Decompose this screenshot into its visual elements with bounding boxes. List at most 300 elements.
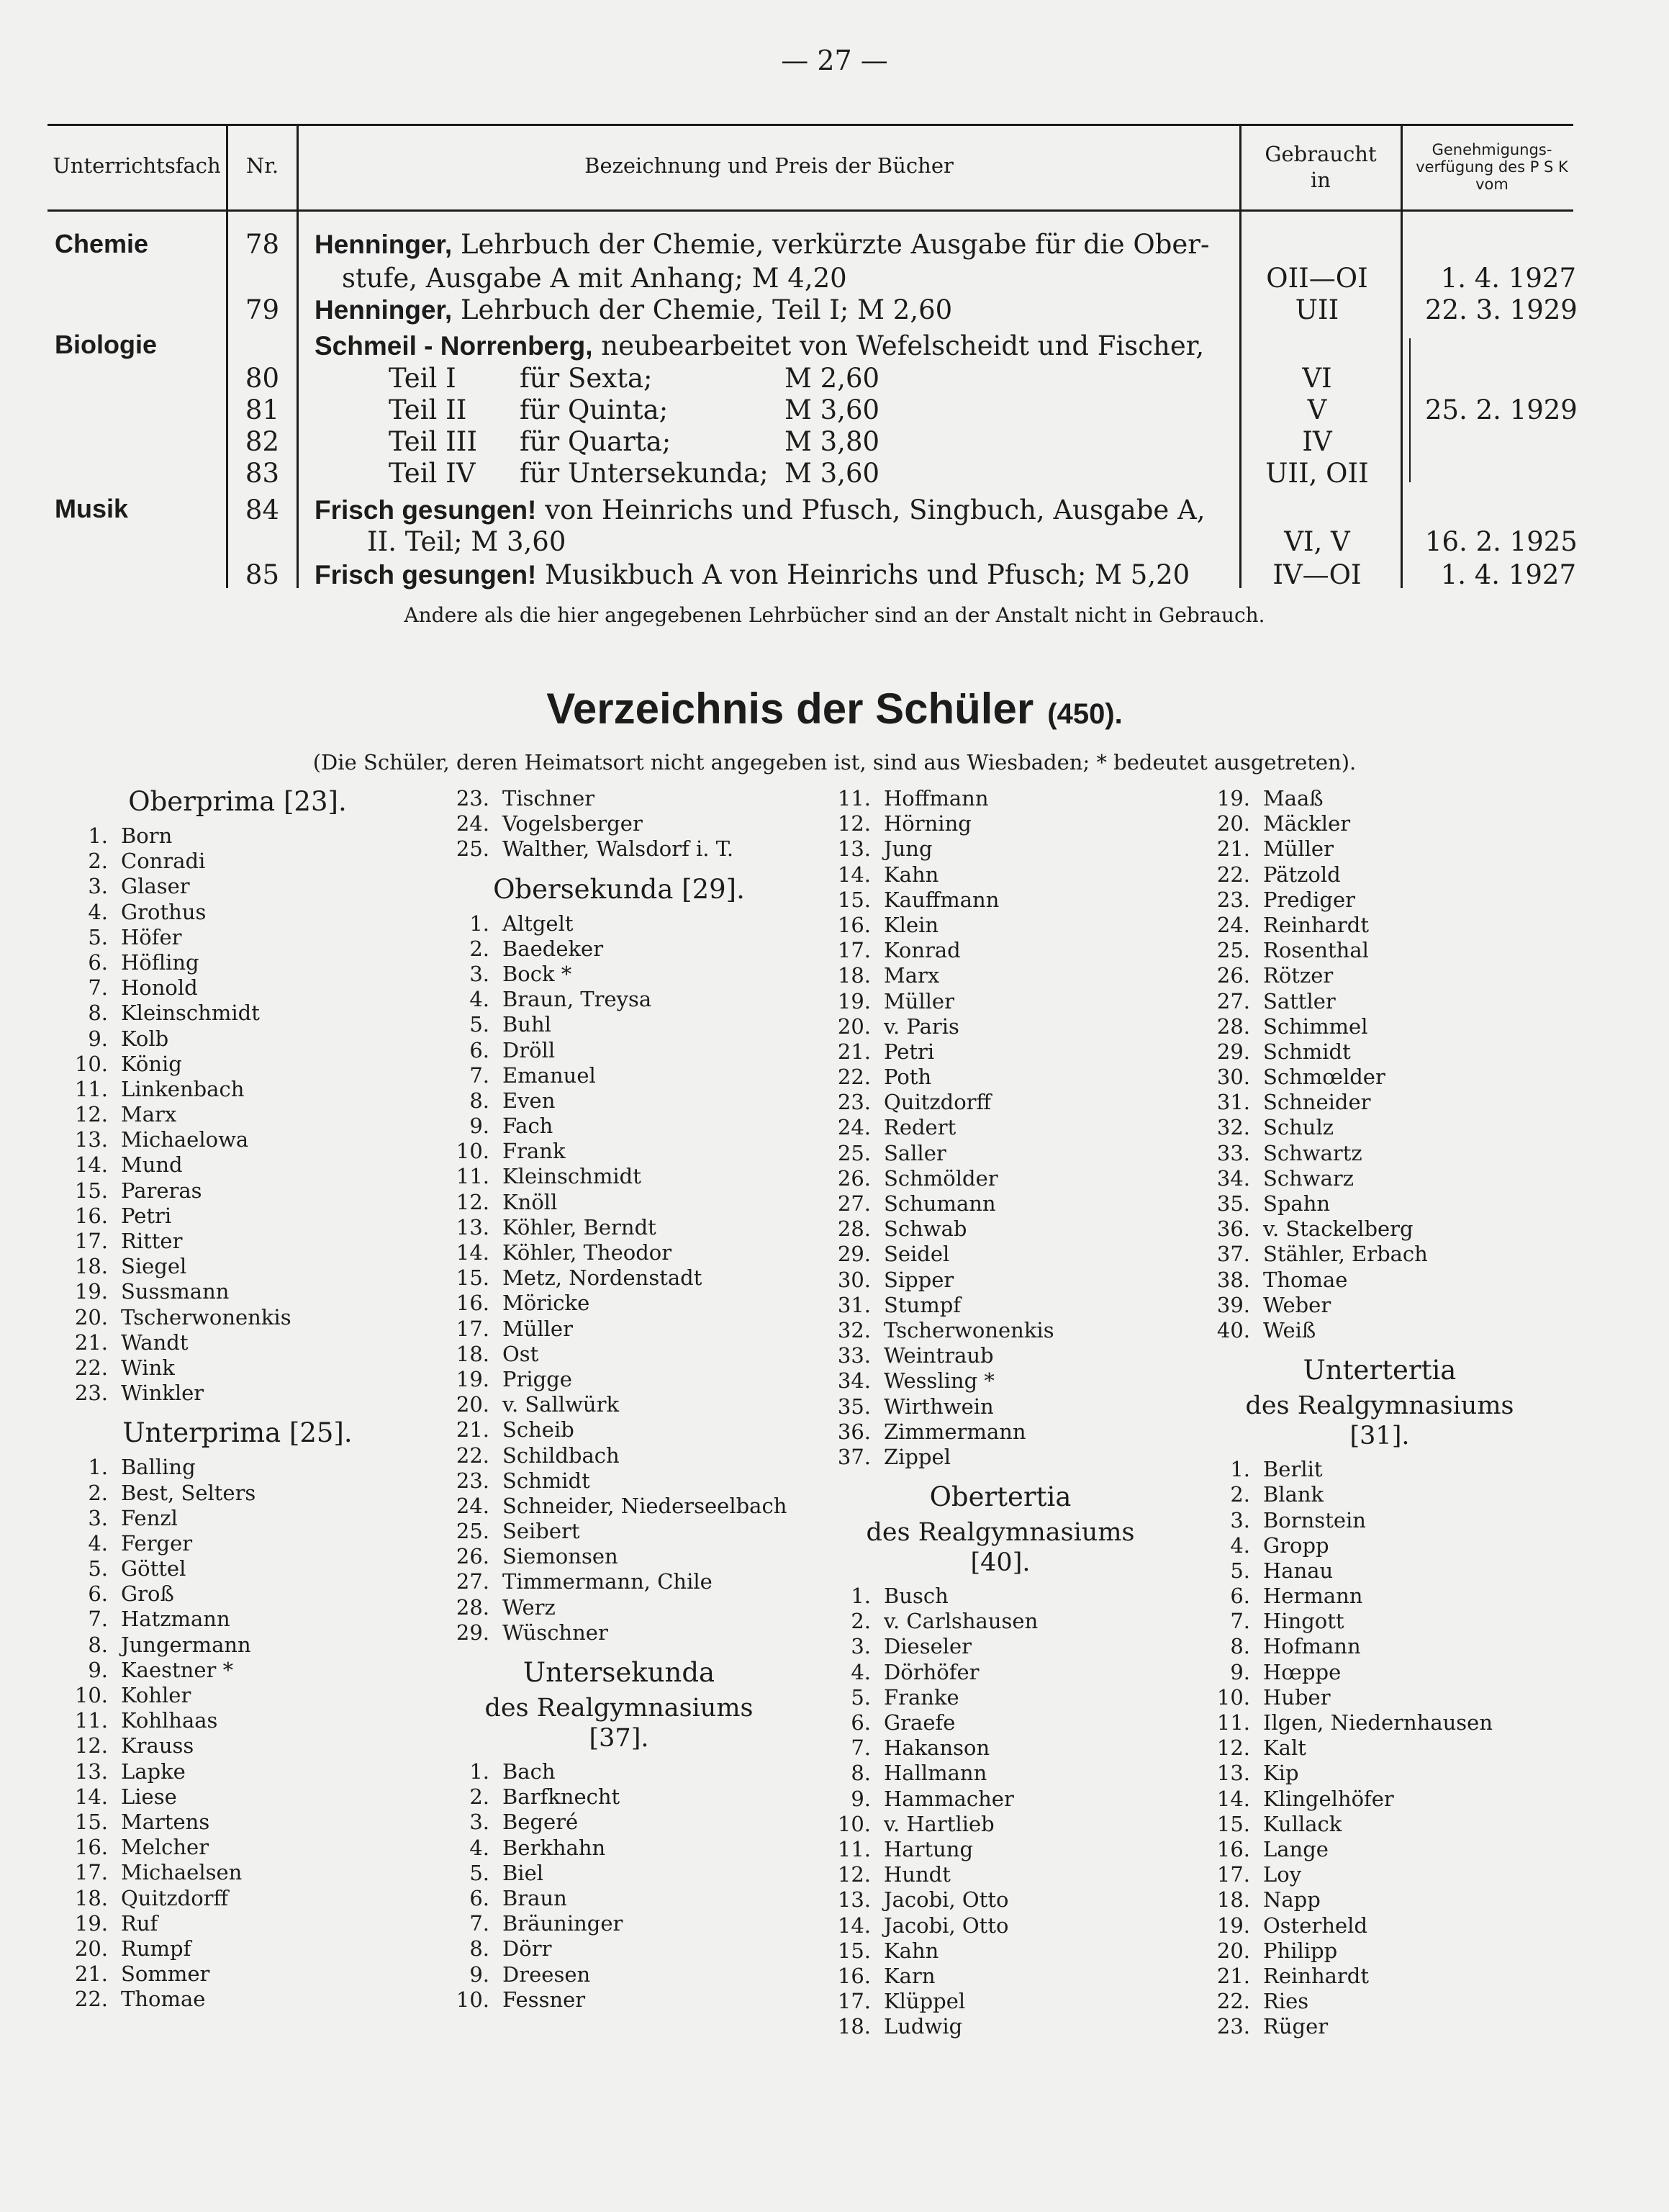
section-title-text: Verzeichnis der Schüler xyxy=(546,685,1034,733)
list-item xyxy=(806,1242,1195,1267)
student-name: Walther, Walsdorf i. T. xyxy=(502,836,734,862)
student-number: 16. xyxy=(1216,1836,1250,1861)
student-number: 18. xyxy=(1216,1887,1250,1913)
student-name: Kahn xyxy=(884,1938,939,1963)
student-number: 28. xyxy=(1216,1014,1250,1039)
student-number: 23. xyxy=(1216,2014,1250,2039)
list-item xyxy=(1185,1141,1574,1166)
student-number: 8. xyxy=(851,1761,871,1786)
list-item xyxy=(43,1102,432,1127)
list-item xyxy=(425,1367,813,1392)
list-item xyxy=(1185,836,1574,862)
list-item xyxy=(43,1683,432,1708)
student-number: 30. xyxy=(837,1267,871,1292)
student-number: 39. xyxy=(1216,1292,1250,1317)
row-fuer: für Sexta; xyxy=(520,363,653,394)
student-number: 15. xyxy=(74,1178,108,1203)
student-name: Ludwig xyxy=(884,2014,963,2039)
row-used: V xyxy=(1307,394,1327,425)
student-number: 20. xyxy=(74,1304,108,1330)
student-number: 2. xyxy=(469,1784,489,1810)
student-number: 8. xyxy=(469,1088,489,1113)
student-name: Grothus xyxy=(121,899,207,924)
student-name: Blank xyxy=(1263,1482,1324,1507)
class-heading: Untersekunda xyxy=(523,1657,715,1688)
list-item xyxy=(1185,1964,1574,1989)
list-item xyxy=(43,1658,432,1683)
list-item xyxy=(1185,1887,1574,1913)
student-name: Dröll xyxy=(502,1037,556,1062)
row-date: 25. 2. 1929 xyxy=(1425,394,1578,425)
student-number: 15. xyxy=(74,1809,108,1834)
student-name: Kohler xyxy=(121,1683,191,1707)
row-desc xyxy=(342,262,847,295)
student-name: Karn xyxy=(884,1963,936,1988)
student-number: 12. xyxy=(74,1733,108,1759)
list-item xyxy=(1185,2014,1574,2039)
student-name: Kullack xyxy=(1263,1811,1342,1836)
list-item xyxy=(806,811,1195,836)
student-name: Braun, Treysa xyxy=(502,987,652,1012)
student-number: 24. xyxy=(456,811,489,836)
list-item xyxy=(425,962,813,987)
student-name: Schneider xyxy=(1263,1090,1371,1115)
list-item xyxy=(43,1455,432,1480)
list-item xyxy=(425,836,813,862)
table-row xyxy=(0,525,1669,559)
list-item xyxy=(806,786,1195,811)
list-item xyxy=(425,1784,813,1810)
list-item xyxy=(425,1012,813,1037)
student-number: 25. xyxy=(456,836,489,862)
student-name: Hörning xyxy=(884,811,972,836)
list-item xyxy=(425,1291,813,1316)
row-fuer: für Quarta; xyxy=(520,426,671,457)
student-name: Hœppe xyxy=(1263,1659,1342,1684)
student-name: Winkler xyxy=(121,1381,204,1406)
student-name: Siemonsen xyxy=(502,1544,618,1569)
student-name: Klein xyxy=(884,912,939,937)
row-text: Musikbuch A von Heinrichs und Pfusch; M 5,20 xyxy=(536,559,1190,590)
student-name: v. Hartlieb xyxy=(884,1811,995,1836)
student-name: Fach xyxy=(502,1114,553,1139)
student-name: Schildbach xyxy=(502,1443,620,1468)
row-nr: 79 xyxy=(245,294,279,325)
list-item xyxy=(425,1886,813,1911)
student-number: 17. xyxy=(837,1989,871,2014)
student-column-4 xyxy=(1185,786,1574,2039)
list-item xyxy=(806,1710,1195,1735)
student-number: 5. xyxy=(88,924,108,949)
student-number: 22. xyxy=(1216,862,1250,887)
student-number: 14. xyxy=(74,1784,108,1809)
student-name: Göttel xyxy=(121,1556,186,1581)
student-name: v. Paris xyxy=(884,1014,959,1039)
student-name: Schulz xyxy=(1263,1115,1334,1140)
list-item xyxy=(806,989,1195,1014)
student-number: 12. xyxy=(837,811,871,836)
list-item xyxy=(43,1279,432,1304)
student-number: 23. xyxy=(456,786,489,811)
row-text: Lehrbuch der Chemie, Teil I; M 2,60 xyxy=(452,294,953,325)
student-number: 22. xyxy=(1216,1989,1250,2014)
student-name: Schmidt xyxy=(502,1468,590,1493)
list-item xyxy=(806,1913,1195,1938)
header-description: Bezeichnung und Preis der Bücher xyxy=(584,153,954,178)
list-item xyxy=(1185,913,1574,938)
student-number: 23. xyxy=(1216,887,1250,912)
student-number: 16. xyxy=(74,1203,108,1228)
student-name: Kauffmann xyxy=(884,887,1000,912)
list-item xyxy=(1185,1268,1574,1293)
student-name: Biel xyxy=(502,1860,544,1885)
list-item xyxy=(806,963,1195,988)
row-teil: Teil III xyxy=(389,426,477,457)
list-item xyxy=(425,1063,813,1088)
student-name: Berkhahn xyxy=(502,1835,606,1860)
header-subject: Unterrichtsfach xyxy=(53,153,221,178)
student-number: 35. xyxy=(837,1394,871,1419)
student-name: Köhler, Berndt xyxy=(502,1214,656,1240)
student-name: Konrad xyxy=(884,938,961,963)
student-number: 20. xyxy=(456,1392,489,1417)
list-item xyxy=(1185,1242,1574,1267)
list-item xyxy=(806,1115,1195,1140)
table-row xyxy=(0,262,1669,295)
student-number: 22. xyxy=(74,1355,108,1380)
list-item xyxy=(1185,1862,1574,1887)
row-nr: 80 xyxy=(245,363,279,394)
list-item xyxy=(43,1556,432,1581)
student-name: Ries xyxy=(1263,1989,1309,2014)
student-number: 23. xyxy=(74,1381,108,1406)
student-number: 9. xyxy=(851,1786,871,1811)
row-date: 22. 3. 1929 xyxy=(1425,294,1578,325)
row-author: Henninger, xyxy=(315,230,453,259)
list-item xyxy=(43,975,432,1001)
list-item xyxy=(1185,862,1574,888)
student-name: Maaß xyxy=(1263,786,1324,811)
student-number: 13. xyxy=(74,1759,108,1784)
student-name: Melcher xyxy=(121,1835,209,1860)
student-name: Kohlhaas xyxy=(121,1708,218,1733)
class-heading: [31]. xyxy=(1349,1422,1410,1451)
student-name: Ost xyxy=(502,1341,539,1366)
list-item xyxy=(43,1127,432,1152)
student-number: 16. xyxy=(837,1963,871,1988)
list-item xyxy=(1185,1533,1574,1558)
student-name: Tischner xyxy=(502,786,595,811)
list-item xyxy=(43,1077,432,1102)
student-name: Sussmann xyxy=(121,1279,230,1304)
student-number: 34. xyxy=(837,1368,871,1394)
student-number: 6. xyxy=(469,1037,489,1062)
student-name: Franke xyxy=(884,1684,959,1710)
student-number: 9. xyxy=(88,1026,108,1051)
student-name: Klüppel xyxy=(884,1989,966,2014)
student-number: 29. xyxy=(456,1620,489,1645)
student-number: 36. xyxy=(837,1419,871,1444)
student-number: 19. xyxy=(456,1366,489,1391)
list-item xyxy=(425,1569,813,1594)
student-number: 13. xyxy=(1216,1761,1250,1786)
student-name: Rüger xyxy=(1263,2014,1329,2039)
page-number: — 27 — xyxy=(781,45,888,76)
student-name: Höfling xyxy=(121,949,199,975)
list-item xyxy=(425,1861,813,1886)
class-heading: [37]. xyxy=(589,1724,649,1753)
list-item xyxy=(806,1191,1195,1216)
list-item xyxy=(806,1014,1195,1039)
student-name: Loy xyxy=(1263,1862,1302,1887)
student-number: 19. xyxy=(74,1279,108,1304)
student-name: Lange xyxy=(1263,1836,1329,1861)
table-row xyxy=(0,228,1669,261)
student-number: 26. xyxy=(837,1165,871,1191)
list-item xyxy=(1185,1014,1574,1039)
list-item xyxy=(43,823,432,849)
row-nr: 85 xyxy=(245,559,279,590)
student-name: Müller xyxy=(1263,836,1334,862)
student-number: 18. xyxy=(74,1885,108,1910)
list-item xyxy=(43,925,432,950)
student-name: Müller xyxy=(884,988,954,1014)
list-item xyxy=(43,1607,432,1632)
list-item xyxy=(425,1494,813,1519)
student-name: Möricke xyxy=(502,1291,590,1316)
list-item xyxy=(425,1038,813,1063)
row-nr: 78 xyxy=(245,229,279,260)
student-number: 8. xyxy=(88,1001,108,1026)
student-name: Napp xyxy=(1263,1887,1321,1913)
student-number: 21. xyxy=(1216,836,1250,862)
student-name: Hoffmann xyxy=(884,786,989,811)
list-item xyxy=(425,936,813,962)
list-item xyxy=(806,1394,1195,1419)
student-number: 37. xyxy=(1216,1242,1250,1267)
list-item xyxy=(1185,1913,1574,1938)
student-number: 13. xyxy=(456,1214,489,1240)
student-number: 2. xyxy=(1230,1482,1250,1507)
row-text: Lehrbuch der Chemie, verkürzte Ausgabe für die Ober- xyxy=(452,229,1210,260)
student-name: Liese xyxy=(121,1784,177,1809)
list-item xyxy=(806,1368,1195,1394)
list-item xyxy=(806,1343,1195,1368)
list-item xyxy=(43,1633,432,1658)
student-number: 8. xyxy=(88,1632,108,1657)
list-item xyxy=(425,1544,813,1569)
student-number: 36. xyxy=(1216,1216,1250,1242)
table-note: Andere als die hier angegebenen Lehrbücher sind an der Anstalt nicht in Gebrauch. xyxy=(404,603,1265,627)
student-number: 11. xyxy=(1216,1710,1250,1735)
student-name: Michaelowa xyxy=(121,1127,249,1152)
student-number: 3. xyxy=(1230,1507,1250,1532)
student-name: Ferger xyxy=(121,1530,193,1556)
student-number: 38. xyxy=(1216,1267,1250,1292)
student-name: Petri xyxy=(121,1203,172,1228)
student-name: Klingelhöfer xyxy=(1263,1786,1394,1811)
student-name: Jacobi, Otto xyxy=(884,1913,1009,1938)
student-number: 30. xyxy=(1216,1065,1250,1090)
student-name: Hundt xyxy=(884,1862,951,1887)
table-row xyxy=(0,425,1669,459)
list-item xyxy=(43,1708,432,1733)
header-approval: Genehmigungs- verfügung des P S K vom xyxy=(1416,141,1568,193)
row-fuer: für Quinta; xyxy=(520,394,669,425)
student-name: Müller xyxy=(502,1316,573,1341)
student-name: Mäckler xyxy=(1263,811,1351,836)
row-teil: Teil I xyxy=(389,363,456,394)
student-name: Osterheld xyxy=(1263,1913,1368,1938)
student-name: Quitzdorff xyxy=(121,1885,229,1910)
list-item xyxy=(1185,1761,1574,1786)
student-name: Jungermann xyxy=(121,1632,251,1657)
student-name: Knöll xyxy=(502,1189,558,1214)
student-name: Tscherwonenkis xyxy=(884,1317,1054,1342)
student-number: 20. xyxy=(74,1936,108,1961)
student-name: Hartung xyxy=(884,1836,974,1861)
student-number: 23. xyxy=(837,1090,871,1115)
list-item xyxy=(806,913,1195,938)
student-name: Groß xyxy=(121,1581,174,1607)
student-name: Marx xyxy=(884,963,940,988)
table-row xyxy=(0,294,1669,327)
row-author: Henninger, xyxy=(315,295,453,325)
student-number: 37. xyxy=(837,1444,871,1469)
student-number: 11. xyxy=(74,1708,108,1733)
student-name: Dreesen xyxy=(502,1962,591,1987)
list-item xyxy=(425,1164,813,1189)
student-number: 18. xyxy=(74,1254,108,1279)
student-number: 4. xyxy=(851,1659,871,1684)
student-number: 21. xyxy=(1216,1963,1250,1988)
list-item xyxy=(1185,1318,1574,1343)
list-item xyxy=(806,1584,1195,1609)
student-name: Martens xyxy=(121,1809,210,1834)
student-number: 26. xyxy=(1216,963,1250,988)
student-name: Prediger xyxy=(1263,887,1355,912)
student-name: Stumpf xyxy=(884,1292,961,1317)
student-number: 24. xyxy=(1216,912,1250,937)
row-used: UII, OII xyxy=(1265,458,1369,489)
list-item xyxy=(425,1836,813,1861)
list-item xyxy=(1185,1115,1574,1140)
list-item xyxy=(806,1634,1195,1659)
list-item xyxy=(425,911,813,936)
student-name: Thomae xyxy=(1263,1267,1348,1292)
student-name: Balling xyxy=(121,1455,196,1480)
class-heading: [40]. xyxy=(970,1548,1031,1578)
row-desc xyxy=(315,294,952,327)
row-author: Frisch gesungen! xyxy=(315,560,537,590)
list-item xyxy=(1185,989,1574,1014)
row-desc xyxy=(315,559,1190,592)
list-item xyxy=(425,1240,813,1265)
list-item xyxy=(806,1938,1195,1964)
list-item xyxy=(425,811,813,836)
student-number: 13. xyxy=(837,1887,871,1913)
student-name: Hofmann xyxy=(1263,1634,1361,1659)
student-name: Köhler, Theodor xyxy=(502,1240,672,1265)
list-item xyxy=(1185,1710,1574,1735)
row-teil: Teil II xyxy=(389,394,467,425)
list-item xyxy=(1185,1660,1574,1685)
student-number: 7. xyxy=(469,1062,489,1088)
list-item xyxy=(425,1190,813,1215)
student-name: Kleinschmidt xyxy=(502,1164,641,1189)
list-item xyxy=(806,888,1195,913)
student-number: 5. xyxy=(469,1860,489,1885)
list-item xyxy=(1185,1558,1574,1584)
student-number: 12. xyxy=(74,1102,108,1127)
student-column-2 xyxy=(425,786,813,2013)
student-name: Poth xyxy=(884,1065,932,1090)
student-number: 3. xyxy=(88,874,108,899)
student-name: Kolb xyxy=(121,1026,169,1051)
student-number: 2. xyxy=(88,1480,108,1505)
student-number: 17. xyxy=(837,938,871,963)
student-number: 10. xyxy=(837,1811,871,1836)
student-number: 20. xyxy=(837,1014,871,1039)
table-row xyxy=(0,394,1669,427)
student-name: Seibert xyxy=(502,1519,580,1544)
student-number: 15. xyxy=(1216,1811,1250,1836)
student-number: 10. xyxy=(456,1139,489,1164)
list-item xyxy=(1185,1293,1574,1318)
list-item xyxy=(425,1342,813,1367)
student-name: Wessling * xyxy=(884,1368,995,1394)
student-number: 20. xyxy=(1216,811,1250,836)
list-item xyxy=(1185,1508,1574,1533)
student-name: Schmœlder xyxy=(1263,1065,1385,1090)
student-name: Weiß xyxy=(1263,1317,1316,1342)
student-name: Saller xyxy=(884,1140,946,1165)
row-desc xyxy=(315,228,1210,261)
student-number: 22. xyxy=(837,1065,871,1090)
student-number: 3. xyxy=(469,1810,489,1835)
student-name: Bach xyxy=(502,1759,556,1784)
list-item xyxy=(1185,888,1574,913)
student-number: 9. xyxy=(88,1657,108,1682)
student-number: 8. xyxy=(469,1936,489,1962)
list-item xyxy=(806,1812,1195,1837)
student-number: 12. xyxy=(456,1189,489,1214)
student-name: Schwarz xyxy=(1263,1165,1354,1191)
student-number: 5. xyxy=(851,1684,871,1710)
list-item xyxy=(1185,1039,1574,1065)
student-number: 24. xyxy=(837,1115,871,1140)
list-item xyxy=(806,1090,1195,1115)
student-name: Vogelsberger xyxy=(502,811,643,836)
row-price: M 2,60 xyxy=(784,363,880,394)
list-item xyxy=(43,1481,432,1506)
row-date: 1. 4. 1927 xyxy=(1440,559,1576,590)
student-number: 21. xyxy=(456,1417,489,1443)
header-nr: Nr. xyxy=(245,153,279,178)
list-item xyxy=(806,1735,1195,1761)
list-item xyxy=(1185,1634,1574,1659)
student-name: Reinhardt xyxy=(1263,1963,1369,1988)
student-name: Petri xyxy=(884,1039,935,1064)
student-name: Bornstein xyxy=(1263,1507,1366,1532)
student-number: 32. xyxy=(837,1317,871,1342)
student-name: Bock * xyxy=(502,961,572,986)
student-name: Siegel xyxy=(121,1254,187,1279)
student-name: Marx xyxy=(121,1102,177,1127)
list-item xyxy=(43,1810,432,1835)
list-item xyxy=(425,1759,813,1784)
student-name: Fenzl xyxy=(121,1505,178,1530)
